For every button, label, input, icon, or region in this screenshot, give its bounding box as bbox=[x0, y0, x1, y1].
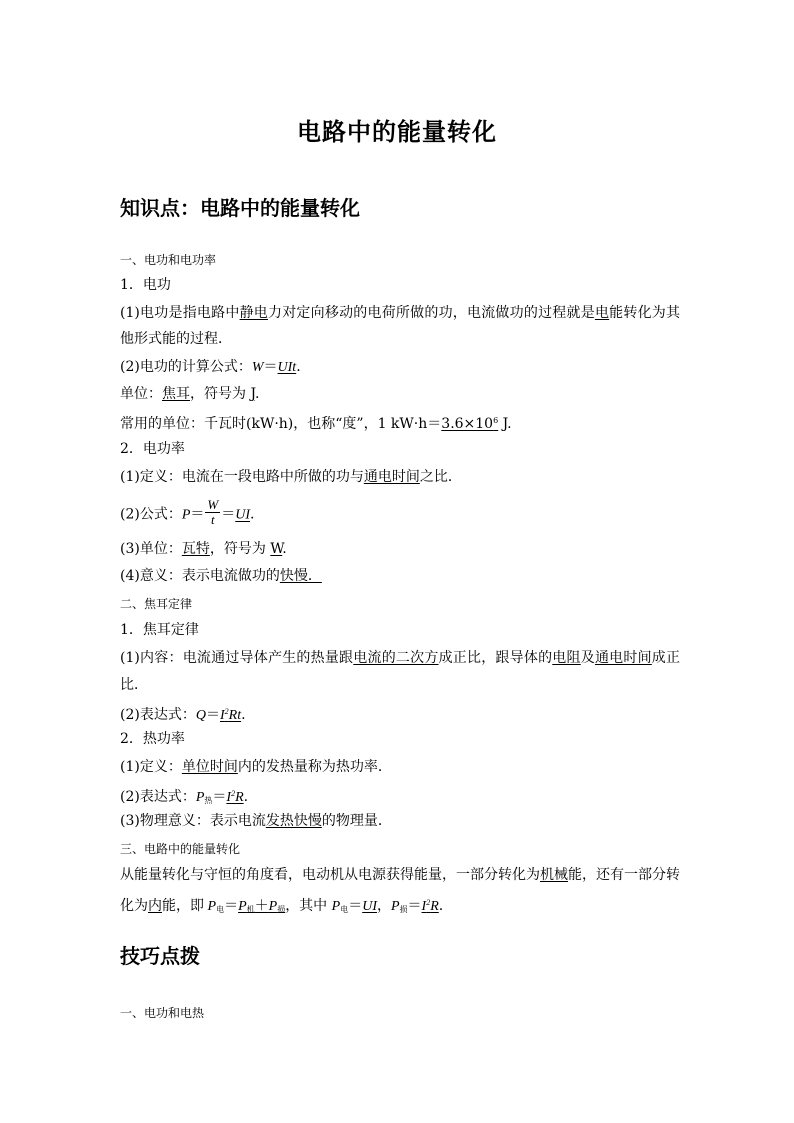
electric-work-formula: (2)电功的计算公式：W＝UIt. bbox=[120, 359, 301, 375]
answer-speed: 快慢． bbox=[279, 568, 322, 584]
answer-kwh-conversion: $3.6\times 10^6$ bbox=[441, 416, 499, 432]
energy-conversion-formula: 化为内能，即 $P_电=P_机+P_损$，其中 $P_电=UI$，$P_损=I^2R$. bbox=[120, 898, 444, 914]
electric-power-heading: 2．电功率 bbox=[120, 441, 185, 457]
energy-conversion-text: 从能量转化与守恒的角度看，电动机从电源获得能量，一部分转化为机械能，还有一部分转 bbox=[120, 867, 680, 883]
section-heading-knowledge: 知识点：电路中的能量转化 bbox=[120, 196, 360, 220]
joule-law-formula: (2)表达式：$Q=I^2Rt$. bbox=[120, 707, 246, 723]
heat-power-heading: 2．热功率 bbox=[120, 731, 185, 747]
joule-law-heading: 1．焦耳定律 bbox=[120, 622, 199, 638]
electric-work-definition: (1)电功是指电路中静电力对定向移动的电荷所做的功，电流做功的过程就是电能转化为其 bbox=[120, 305, 681, 321]
electric-work-unit: 单位：焦耳，符号为 J. bbox=[120, 386, 260, 402]
answer-watt: 瓦特 bbox=[181, 541, 210, 557]
heat-power-definition: (1)定义：单位时间内的发热量称为热功率． bbox=[120, 759, 392, 775]
answer-p-mech-plus-loss: $P_机+P_损$ bbox=[238, 898, 286, 914]
electric-power-definition: (1)定义：电流在一段电路中所做的功与通电时间之比． bbox=[120, 469, 462, 485]
answer-ui: UI bbox=[235, 507, 251, 523]
heat-power-formula: (2)表达式：$P_热=I^2R$. bbox=[120, 789, 249, 805]
page-title: 电路中的能量转化 bbox=[297, 118, 497, 146]
part2-heading: 二、焦耳定律 bbox=[120, 597, 193, 611]
answer-i2r: $I^2R$ bbox=[226, 789, 244, 805]
answer-heat-speed: 发热快慢 bbox=[265, 813, 322, 829]
answer-joule: 焦耳 bbox=[162, 386, 190, 402]
answer-w: W bbox=[270, 541, 283, 557]
answer-energize-time: 通电时间 bbox=[594, 650, 652, 666]
answer-i2rt: $I^2Rt$ bbox=[219, 707, 242, 723]
electric-work-definition-cont: 他形式能的过程． bbox=[120, 331, 232, 347]
answer-current-squared: 电流的二次方 bbox=[353, 650, 439, 666]
tips-part1-heading: 一、电功和电热 bbox=[120, 1006, 205, 1020]
fraction-w-over-t: $\frac{W}{t}$ bbox=[207, 497, 219, 527]
part3-heading: 三、电路中的能量转化 bbox=[120, 842, 241, 856]
answer-electric: 电 bbox=[594, 305, 610, 321]
electric-power-unit: (3)单位：瓦特，符号为 W. bbox=[120, 541, 287, 557]
joule-law-content-cont: 比． bbox=[120, 677, 148, 693]
answer-j: J bbox=[250, 386, 255, 402]
electric-work-heading: 1．电功 bbox=[120, 277, 171, 293]
electric-power-formula: (2)公式：P＝ $\frac{W}{t}$ ＝UI. bbox=[120, 497, 255, 527]
electric-work-common-unit: 常用的单位：千瓦时(kW·h)，也称“度”，1 $kW\cdot h=3.6\times 10^6$ J. bbox=[120, 416, 512, 432]
answer-unit-time: 单位时间 bbox=[181, 759, 238, 775]
answer-mechanical: 机械 bbox=[540, 867, 568, 883]
answer-ui-2: UI bbox=[362, 899, 377, 914]
section-heading-tips: 技巧点拨 bbox=[120, 944, 200, 968]
electric-power-meaning: (4)意义：表示电流做功的快慢． bbox=[120, 568, 322, 584]
answer-internal: 内 bbox=[148, 898, 162, 914]
heat-power-meaning: (3)物理意义：表示电流发热快慢的物理量． bbox=[120, 813, 392, 829]
joule-law-content: (1)内容：电流通过导体产生的热量跟电流的二次方成正比，跟导体的电阻及通电时间成正 bbox=[120, 650, 681, 666]
part1-heading: 一、电功和电功率 bbox=[120, 253, 217, 267]
answer-resistance: 电阻 bbox=[552, 650, 581, 666]
answer-i2r-2: $I^2R$ bbox=[421, 898, 439, 914]
answer-uit: UIt bbox=[277, 360, 297, 375]
answer-time: 通电时间 bbox=[363, 469, 420, 485]
answer-electrostatic: 静电 bbox=[239, 305, 268, 321]
